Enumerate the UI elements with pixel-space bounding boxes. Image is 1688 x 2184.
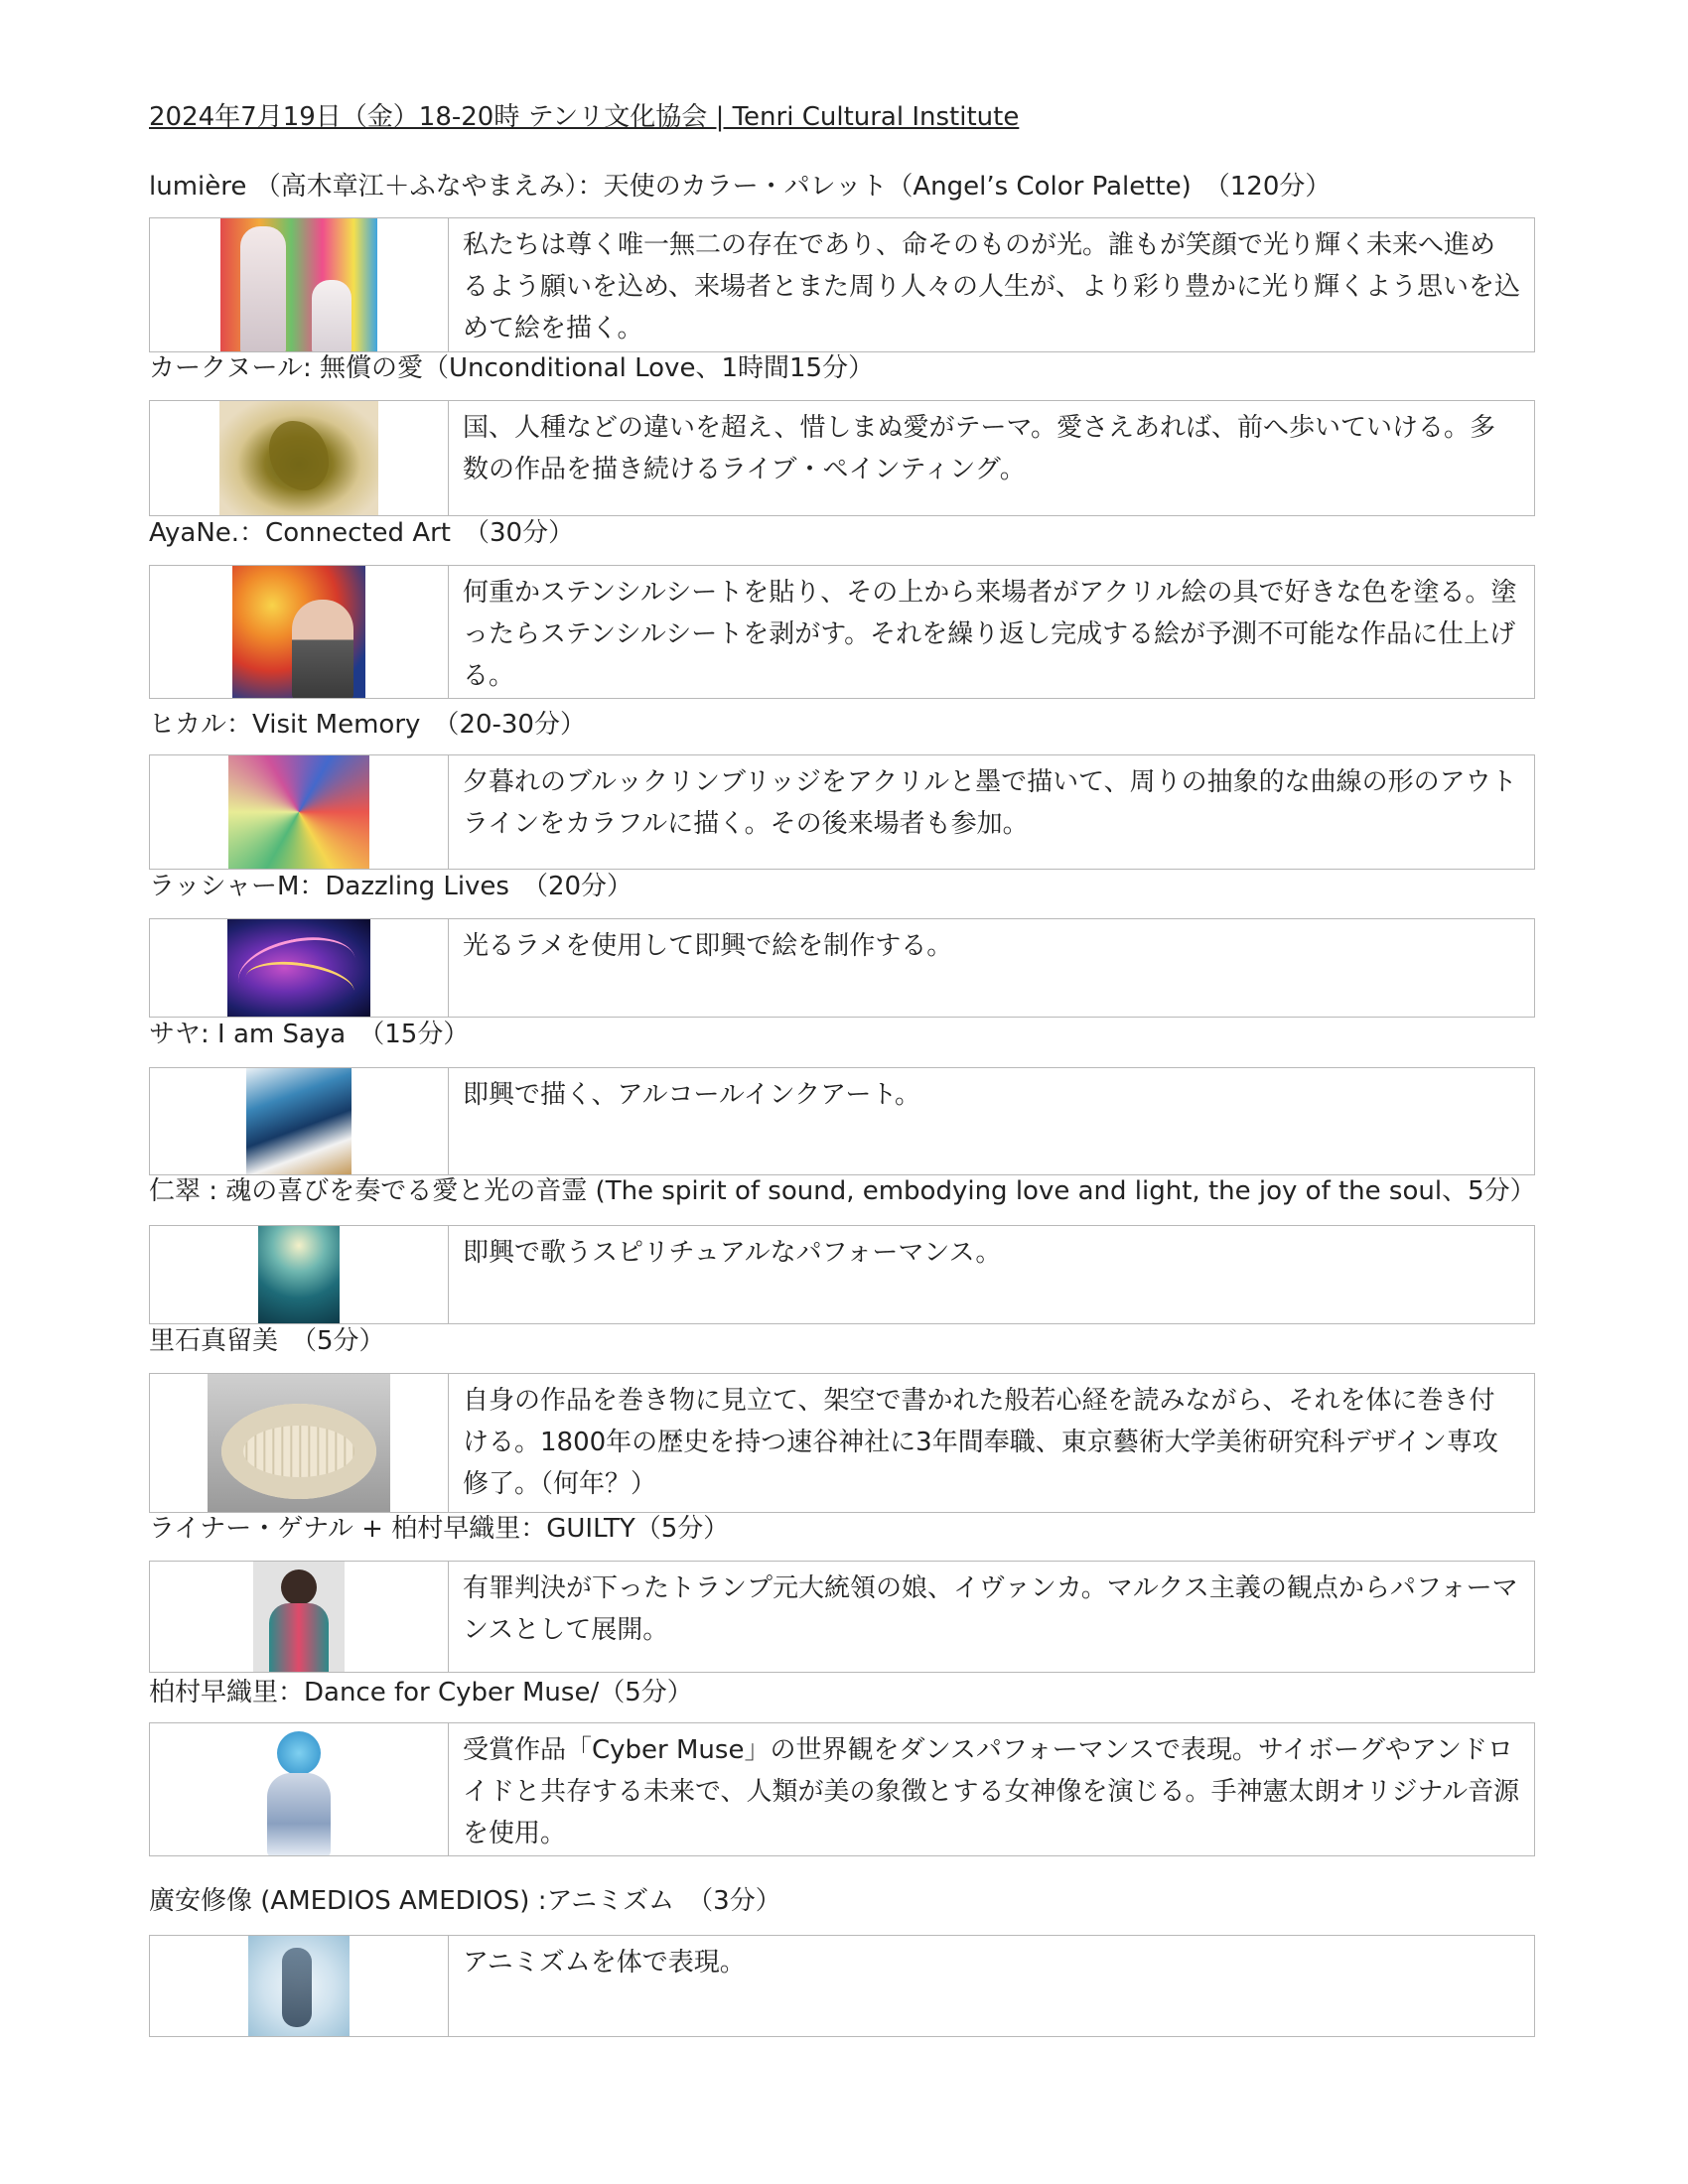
performance-description: 何重かステンシルシートを貼り、その上から来場者がアクリル絵の具で好きな色を塗る。塗ったらステンシルシートを剥がす。それを繰り返し完成する絵が予測不可能な作品に仕上げる。 — [463, 578, 1517, 691]
performance-description: アニミズムを体で表現。 — [463, 1948, 746, 1978]
performance-image — [150, 755, 449, 869]
performance-description: 即興で描く、アルコールインクアート。 — [463, 1080, 920, 1110]
performance-image — [150, 1374, 449, 1512]
performance-table — [149, 1935, 1535, 2037]
performance-title: 里石真留美 （5分） — [149, 1326, 385, 1356]
performance-table — [149, 1561, 1535, 1673]
performance-title: カークヌール: 無償の愛（Unconditional Love、1時間15分） — [149, 353, 875, 383]
performance-description: 国、人種などの違いを超え、惜しまぬ愛がテーマ。愛さえあれば、前へ歩いていける。多数の作品を描き続けるライブ・ペインティング。 — [463, 413, 1496, 484]
performance-table — [149, 1722, 1535, 1856]
performance-image — [150, 1562, 449, 1672]
performance-image — [150, 218, 449, 351]
performance-title: 柏村早織里：Dance for Cyber Muse/（5分） — [149, 1678, 693, 1707]
performance-description: 受賞作品「Cyber Muse」の世界観をダンスパフォーマンスで表現。サイボーグやアンドロイドと共存する未来で、人類が美の象徴とする女神像を演じる。手神憲太朗オリジナル音源を使用。 — [463, 1735, 1520, 1848]
performance-table — [149, 565, 1535, 699]
performance-image — [150, 566, 449, 698]
performance-title: lumière （高木章江＋ふなやまえみ）：天使のカラー・パレット（Angel’s Color Palette) （120分） — [149, 172, 1332, 202]
performance-image — [150, 401, 449, 515]
performance-description: 即興で歌うスピリチュアルなパフォーマンス。 — [463, 1238, 1002, 1268]
performance-description: 光るラメを使用して即興で絵を制作する。 — [463, 931, 953, 961]
performance-image — [150, 919, 449, 1017]
performance-table — [149, 1067, 1535, 1175]
performance-description: 有罪判決が下ったトランプ元大統領の娘、イヴァンカ。マルクス主義の観点からパフォーマンスとして展開。 — [463, 1573, 1518, 1645]
performance-image — [150, 1068, 449, 1174]
performance-table — [149, 1225, 1535, 1324]
performance-description: 私たちは尊く唯一無二の存在であり、命そのものが光。誰もが笑顔で光り輝く未来へ進めるよう願いを込め、来場者とまた周り人々の人生が、より彩り豊かに光り輝くよう思いを込めて絵を描く。 — [463, 230, 1520, 343]
document-title: 2024年7月19日（金）18-20時 テンリ文化協会 | Tenri Cultural Institute — [149, 102, 1020, 132]
performance-title: 仁翠 : 魂の喜びを奏でる愛と光の音霊 (The spirit of sound, embodying love and light, the joy of the soul、5分） — [149, 1176, 1536, 1206]
performance-table — [149, 918, 1535, 1018]
performance-title: AyaNe.：Connected Art （30分） — [149, 518, 575, 548]
performance-table — [149, 1373, 1535, 1513]
performance-title: ヒカル：Visit Memory （20-30分） — [149, 710, 586, 740]
performance-image — [150, 1723, 449, 1855]
performance-image — [150, 1226, 449, 1323]
performance-table — [149, 754, 1535, 870]
performance-title: ライナー・ゲナル + 柏村早織里：GUILTY（5分） — [149, 1514, 730, 1544]
performance-description: 自身の作品を巻き物に見立て、架空で書かれた般若心経を読みながら、それを体に巻き付ける。1800年の歴史を持つ速谷神社に3年間奉職、東京藝術大学美術研究科デザイン専攻修了。（何年？） — [463, 1386, 1498, 1499]
performance-title: 廣安修像 (AMEDIOS AMEDIOS) :アニミズム （3分） — [149, 1886, 781, 1916]
performance-title: サヤ: I am Saya （15分） — [149, 1020, 470, 1049]
performance-table — [149, 400, 1535, 516]
performance-description: 夕暮れのブルックリンブリッジをアクリルと墨で描いて、周りの抽象的な曲線の形のアウトラインをカラフルに描く。その後来場者も参加。 — [463, 767, 1517, 839]
performance-title: ラッシャーM：Dazzling Lives （20分） — [149, 872, 633, 901]
performance-table — [149, 217, 1535, 352]
performance-image — [150, 1936, 449, 2036]
